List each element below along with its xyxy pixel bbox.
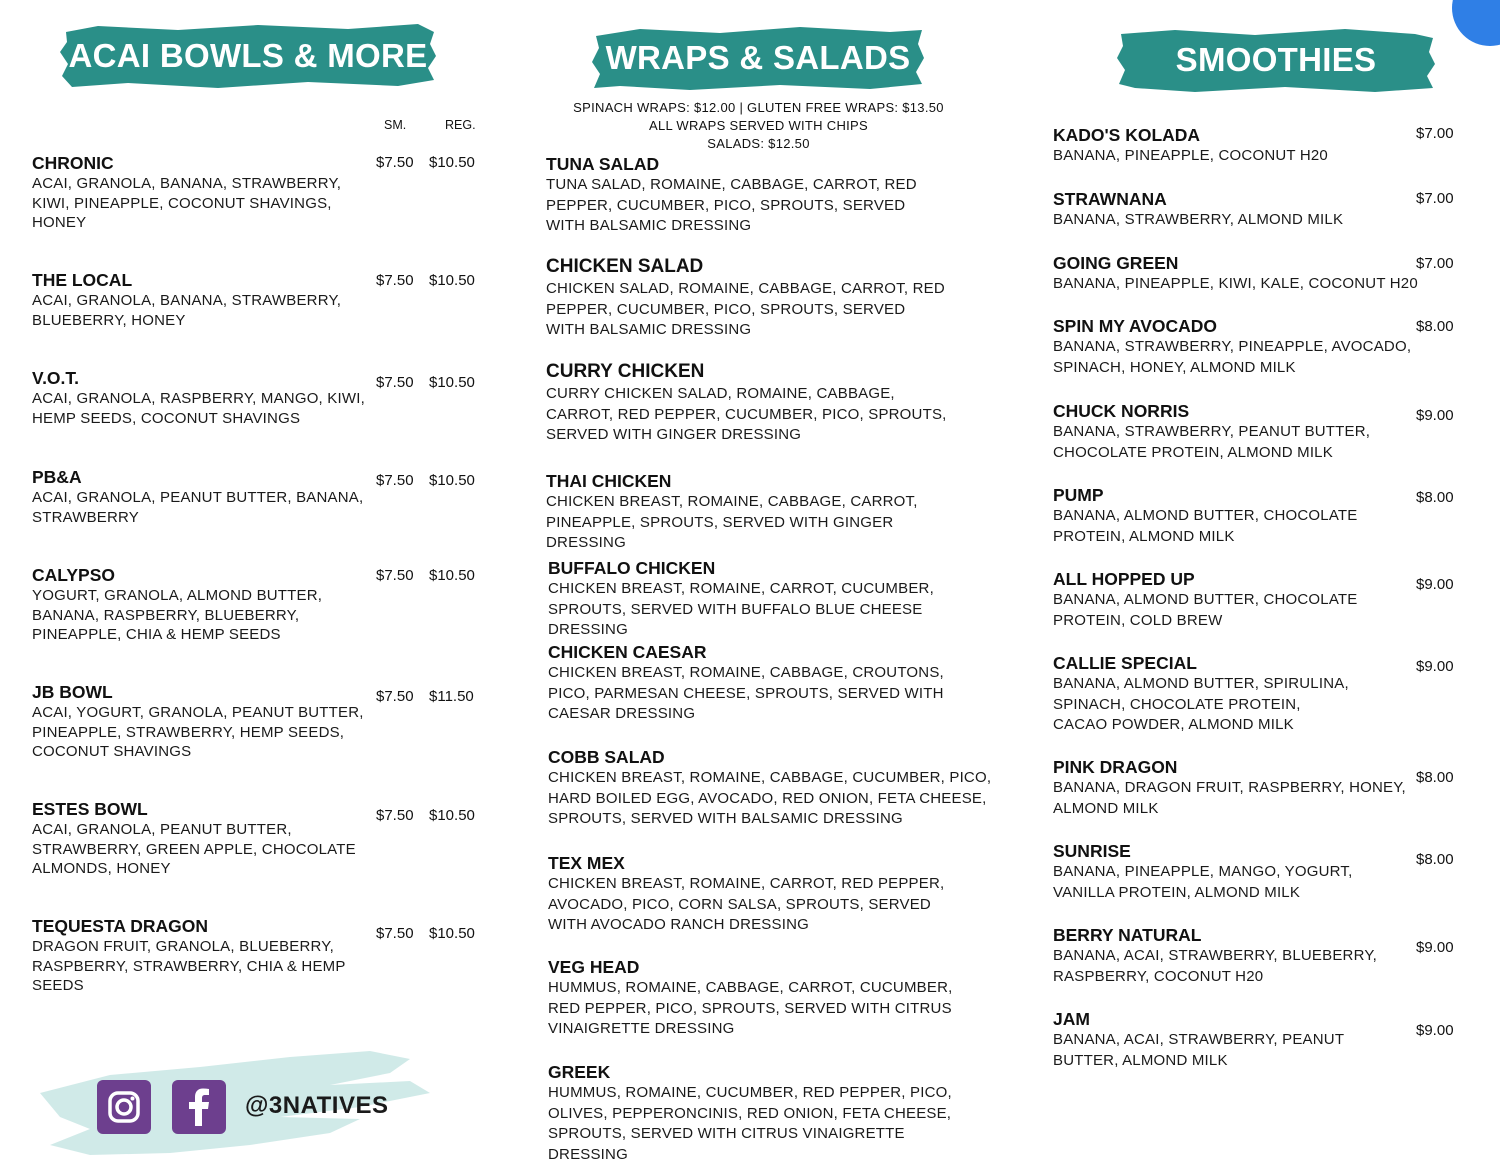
menu-item bbox=[1053, 315, 1413, 378]
price-regular: $10.50 bbox=[429, 807, 475, 824]
item-name: THE LOCAL bbox=[32, 270, 133, 290]
menu-item bbox=[1053, 568, 1373, 631]
item-name: GREEK bbox=[548, 1062, 611, 1082]
item-name: JB BOWL bbox=[32, 682, 113, 702]
item-name: PUMP bbox=[1053, 485, 1104, 505]
price-small: $7.50 bbox=[376, 272, 414, 289]
menu-item bbox=[548, 746, 993, 830]
menu-item bbox=[548, 956, 958, 1040]
wraps-section-banner bbox=[590, 24, 926, 92]
item-name: CALYPSO bbox=[32, 565, 115, 585]
item-price: $9.00 bbox=[1416, 576, 1454, 593]
facebook-icon[interactable] bbox=[172, 1080, 226, 1134]
item-description: CHICKEN BREAST, ROMAINE, CARROT, CUCUMBER, SPROUTS, SERVED WITH BUFFALO BLUE CHEESE DRESSING bbox=[548, 580, 934, 638]
item-description: BANANA, STRAWBERRY, PEANUT BUTTER, CHOCOLATE PROTEIN, ALMOND MILK bbox=[1053, 423, 1371, 461]
item-description: ACAI, GRANOLA, BANANA, STRAWBERRY, BLUEBERRY, HONEY bbox=[32, 292, 342, 329]
item-name: STRAWNANA bbox=[1053, 189, 1167, 209]
item-description: BANANA, DRAGON FRUIT, RASPBERRY, HONEY, ALMOND MILK bbox=[1053, 779, 1406, 817]
menu-item bbox=[32, 798, 362, 879]
item-description: BANANA, ACAI, STRAWBERRY, BLUEBERRY, RASPBERRY, COCONUT H20 bbox=[1053, 947, 1377, 985]
item-description: CHICKEN BREAST, ROMAINE, CABBAGE, CROUTONS, PICO, PARMESAN CHEESE, SPROUTS, SERVED WITH CAESAR DRESSING bbox=[548, 664, 944, 722]
price-small: $7.50 bbox=[376, 807, 414, 824]
item-description: BANANA, PINEAPPLE, MANGO, YOGURT, VANILLA PROTEIN, ALMOND MILK bbox=[1053, 863, 1353, 901]
smoothies-section-title: SMOOTHIES bbox=[1175, 41, 1377, 78]
item-name: CHICKEN CAESAR bbox=[548, 642, 707, 662]
item-price: $9.00 bbox=[1416, 407, 1454, 424]
wraps-note: ALL WRAPS SERVED WITH CHIPS bbox=[648, 118, 869, 133]
item-price: $8.00 bbox=[1416, 318, 1454, 335]
item-description: ACAI, YOGURT, GRANOLA, PEANUT BUTTER, PINEAPPLE, STRAWBERRY, HEMP SEEDS, COCONUT SHAVINGS bbox=[32, 704, 364, 760]
price-regular: $10.50 bbox=[429, 925, 475, 942]
menu-item bbox=[1053, 124, 1413, 167]
price-regular: $10.50 bbox=[429, 374, 475, 391]
menu-item bbox=[1053, 484, 1373, 547]
acai-section-title: ACAI BOWLS & MORE bbox=[68, 37, 428, 74]
menu-item bbox=[546, 153, 931, 237]
wraps-note: SALADS: $12.50 bbox=[707, 136, 810, 151]
item-name: GOING GREEN bbox=[1053, 253, 1179, 273]
item-description: CURRY CHICKEN SALAD, ROMAINE, CABBAGE, CARROT, RED PEPPER, CUCUMBER, PICO, SPROUTS, SERVED WITH GINGER DRESSING bbox=[546, 385, 947, 443]
price-regular: $10.50 bbox=[429, 472, 475, 489]
item-description: CHICKEN BREAST, ROMAINE, CABBAGE, CUCUMBER, PICO, HARD BOILED EGG, AVOCADO, RED ONION, FETA CHEESE, SPROUTS, SERVED WITH BALSAMIC DRESSING bbox=[548, 769, 992, 827]
menu-item bbox=[1053, 652, 1358, 736]
menu-item bbox=[548, 1061, 988, 1165]
item-description: BANANA, STRAWBERRY, PINEAPPLE, AVOCADO, SPINACH, HONEY, ALMOND MILK bbox=[1053, 338, 1412, 376]
item-description: BANANA, ALMOND BUTTER, CHOCOLATE PROTEIN, COLD BREW bbox=[1053, 591, 1358, 629]
item-description: DRAGON FRUIT, GRANOLA, BLUEBERRY, RASPBERRY, STRAWBERRY, CHIA & HEMP SEEDS bbox=[32, 938, 346, 994]
item-name: ALL HOPPED UP bbox=[1053, 569, 1195, 589]
item-name: CHUCK NORRIS bbox=[1053, 401, 1190, 421]
item-name: THAI CHICKEN bbox=[546, 471, 672, 491]
item-description: HUMMUS, ROMAINE, CUCUMBER, RED PEPPER, PICO, OLIVES, PEPPERONCINIS, RED ONION, FETA CHEESE, SPROUTS, SERVED WITH CITRUS VINAIGRETTE DRESSING bbox=[548, 1084, 952, 1163]
item-price: $7.00 bbox=[1416, 125, 1454, 142]
item-name: TEQUESTA DRAGON bbox=[32, 916, 208, 936]
item-name: JAM bbox=[1053, 1009, 1090, 1029]
menu-item bbox=[32, 269, 362, 330]
item-description: ACAI, GRANOLA, BANANA, STRAWBERRY, KIWI, PINEAPPLE, COCONUT SHAVINGS, HONEY bbox=[32, 175, 342, 231]
item-description: CHICKEN BREAST, ROMAINE, CARROT, RED PEPPER, AVOCADO, PICO, CORN SALSA, SPROUTS, SERVED WITH AVOCADO RANCH DRESSING bbox=[548, 875, 945, 933]
instagram-icon[interactable] bbox=[97, 1080, 151, 1134]
menu-item bbox=[1053, 756, 1408, 819]
smoothies-section-banner bbox=[1115, 26, 1437, 94]
item-name: TUNA SALAD bbox=[546, 154, 660, 174]
menu-item bbox=[548, 852, 948, 936]
menu-item bbox=[32, 466, 367, 527]
menu-item bbox=[546, 360, 966, 446]
item-description: BANANA, ALMOND BUTTER, CHOCOLATE PROTEIN, ALMOND MILK bbox=[1053, 507, 1358, 545]
item-price: $7.00 bbox=[1416, 255, 1454, 272]
social-footer bbox=[30, 1045, 450, 1155]
item-description: BANANA, ALMOND BUTTER, SPIRULINA, SPINACH, CHOCOLATE PROTEIN, CACAO POWDER, ALMOND MILK bbox=[1053, 675, 1349, 733]
menu-item bbox=[1053, 840, 1363, 903]
item-description: TUNA SALAD, ROMAINE, CABBAGE, CARROT, RED PEPPER, CUCUMBER, PICO, SPROUTS, SERVED WITH BALSAMIC DRESSING bbox=[546, 176, 917, 234]
item-name: SPIN MY AVOCADO bbox=[1053, 316, 1218, 336]
item-description: CHICKEN SALAD, ROMAINE, CABBAGE, CARROT, RED PEPPER, CUCUMBER, PICO, SPROUTS, SERVED WITH BALSAMIC DRESSING bbox=[546, 280, 945, 338]
item-name: PINK DRAGON bbox=[1053, 757, 1178, 777]
size-header-regular: REG. bbox=[445, 118, 476, 132]
item-price: $9.00 bbox=[1416, 939, 1454, 956]
corner-badge bbox=[1452, 0, 1500, 46]
item-name: CHICKEN SALAD bbox=[546, 256, 704, 277]
price-regular: $10.50 bbox=[429, 567, 475, 584]
menu-item bbox=[32, 681, 367, 762]
item-price: $9.00 bbox=[1416, 658, 1454, 675]
item-price: $8.00 bbox=[1416, 489, 1454, 506]
price-small: $7.50 bbox=[376, 472, 414, 489]
item-name: VEG HEAD bbox=[548, 957, 640, 977]
social-handle[interactable]: @3NATIVES bbox=[245, 1092, 389, 1119]
menu-item bbox=[1053, 924, 1383, 987]
menu-item bbox=[32, 152, 362, 233]
item-price: $8.00 bbox=[1416, 851, 1454, 868]
item-name: SUNRISE bbox=[1053, 841, 1131, 861]
item-description: YOGURT, GRANOLA, ALMOND BUTTER, BANANA, RASPBERRY, BLUEBERRY, PINEAPPLE, CHIA & HEMP SEEDS bbox=[32, 587, 323, 643]
item-name: BUFFALO CHICKEN bbox=[548, 558, 716, 578]
item-name: CHRONIC bbox=[32, 153, 114, 173]
wraps-pricing-notes bbox=[546, 99, 971, 153]
menu-item bbox=[32, 367, 367, 428]
size-header-small: SM. bbox=[384, 118, 407, 132]
item-description: ACAI, GRANOLA, PEANUT BUTTER, STRAWBERRY, GREEN APPLE, CHOCOLATE ALMONDS, HONEY bbox=[32, 821, 356, 877]
menu-item bbox=[546, 255, 946, 341]
menu-item bbox=[548, 557, 998, 641]
item-name: BERRY NATURAL bbox=[1053, 925, 1202, 945]
menu-item bbox=[32, 564, 387, 645]
item-name: KADO'S KOLADA bbox=[1053, 125, 1201, 145]
menu-item bbox=[1053, 400, 1393, 463]
price-regular: $10.50 bbox=[429, 154, 475, 171]
item-description: BANANA, PINEAPPLE, COCONUT H20 bbox=[1053, 147, 1328, 164]
item-name: CURRY CHICKEN bbox=[546, 361, 705, 382]
menu-item bbox=[546, 470, 966, 554]
item-description: BANANA, ACAI, STRAWBERRY, PEANUT BUTTER, ALMOND MILK bbox=[1053, 1031, 1344, 1069]
wraps-note: SPINACH WRAPS: $12.00 | GLUTEN FREE WRAPS: $13.50 bbox=[573, 100, 944, 115]
menu-item bbox=[1053, 252, 1423, 295]
item-name: CALLIE SPECIAL bbox=[1053, 653, 1197, 673]
item-description: ACAI, GRANOLA, PEANUT BUTTER, BANANA, STRAWBERRY bbox=[32, 489, 364, 526]
menu-item bbox=[548, 641, 948, 725]
item-name: ESTES BOWL bbox=[32, 799, 148, 819]
price-small: $7.50 bbox=[376, 374, 414, 391]
menu-item bbox=[1053, 188, 1413, 231]
item-price: $7.00 bbox=[1416, 190, 1454, 207]
price-regular: $10.50 bbox=[429, 272, 475, 289]
menu-item bbox=[1053, 1008, 1353, 1071]
item-description: BANANA, PINEAPPLE, KIWI, KALE, COCONUT H20 bbox=[1053, 275, 1418, 292]
item-description: BANANA, STRAWBERRY, ALMOND MILK bbox=[1053, 211, 1344, 228]
item-name: PB&A bbox=[32, 467, 82, 487]
item-price: $8.00 bbox=[1416, 769, 1454, 786]
item-description: ACAI, GRANOLA, RASPBERRY, MANGO, KIWI, HEMP SEEDS, COCONUT SHAVINGS bbox=[32, 390, 365, 427]
item-name: V.O.T. bbox=[32, 368, 80, 388]
price-small: $7.50 bbox=[376, 925, 414, 942]
item-name: COBB SALAD bbox=[548, 747, 665, 767]
item-description: HUMMUS, ROMAINE, CABBAGE, CARROT, CUCUMBER, RED PEPPER, PICO, SPROUTS, SERVED WITH CITRUS VINAIGRETTE DRESSING bbox=[548, 979, 953, 1037]
item-description: CHICKEN BREAST, ROMAINE, CABBAGE, CARROT, PINEAPPLE, SPROUTS, SERVED WITH GINGER DRESSING bbox=[546, 493, 918, 551]
price-small: $7.50 bbox=[376, 154, 414, 171]
price-small: $7.50 bbox=[376, 688, 414, 705]
menu-item bbox=[32, 915, 352, 996]
wraps-section-title: WRAPS & SALADS bbox=[605, 39, 911, 76]
acai-section-banner bbox=[58, 22, 438, 90]
item-name: TEX MEX bbox=[548, 853, 625, 873]
item-price: $9.00 bbox=[1416, 1022, 1454, 1039]
price-regular: $11.50 bbox=[429, 688, 474, 705]
price-small: $7.50 bbox=[376, 567, 414, 584]
